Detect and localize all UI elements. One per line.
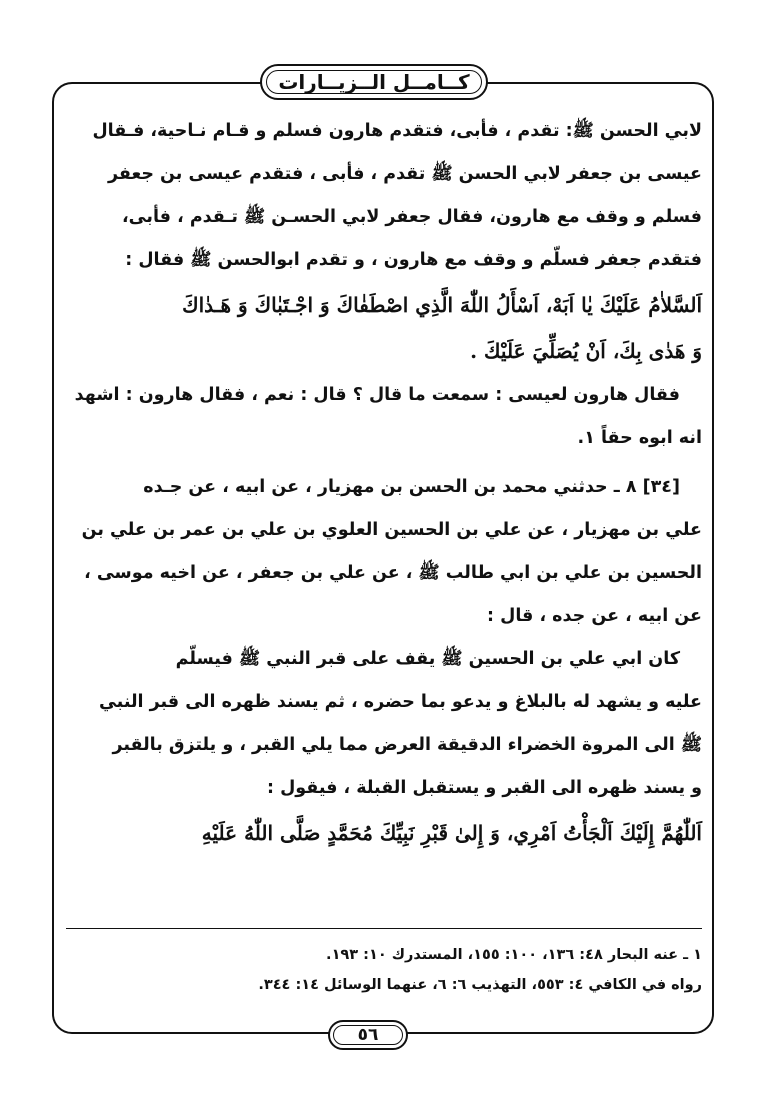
text-line: لابي الحسن ﷺ: تقدم ، فأبى، فتقدم هارون فسلم و قـام نـاحية، فـقال xyxy=(92,121,702,141)
supplication-line: اَللّٰهُمَّ إِلَيْكَ اَلْجَأْتُ اَمْرِي، وَ إِلىٰ قَبْرِ نَبِيِّكَ مُحَمَّدٍ صَلَّى اللّٰهُ عَلَيْهِ xyxy=(201,821,702,845)
text-line: ﷺ الى المروة الخضراء الدقيقة العرض مما يلي القبر ، و يلتزق بالقبر xyxy=(112,735,702,755)
text-line: كان ابي علي بن الحسين ﷺ يقف على قبر النبي ﷺ فيسلّم xyxy=(175,649,680,669)
supplication-line: اَلسَّلاٰمُ عَلَيْكَ يٰا اَبَهْ، اَسْأَلُ اللّٰهَ الَّذِي اصْطَفٰاكَ وَ اجْـتَبٰاكَ وَ هَـدٰاكَ xyxy=(182,293,702,317)
text-line: عن ابيه ، عن جده ، قال : xyxy=(487,606,702,626)
page-number: ٥٦ xyxy=(357,1025,379,1045)
hadith-heading-line: [٣٤] ٨ ـ حدثني محمد بن الحسن بن مهزيار ، عن ابيه ، عن جـده xyxy=(143,477,680,497)
text-line: و يسند ظهره الى القبر و يستقبل القبلة ، فيقول : xyxy=(267,778,702,798)
text-line: فتقدم جعفر فسلّم و وقف مع هارون ، و تقدم ابوالحسن ﷺ فقال : xyxy=(125,250,702,270)
footnotes xyxy=(66,940,702,1000)
page-number-badge xyxy=(328,1020,408,1050)
page-body xyxy=(66,110,702,856)
footnote-divider xyxy=(66,928,702,929)
text-line: عليه و يشهد له بالبلاغ و يدعو بما حضره ، ثم يسند ظهره الى قبر النبي xyxy=(98,692,702,712)
running-header xyxy=(260,64,488,100)
text-line: علي بن مهزيار ، عن علي بن الحسين العلوي بن علي بن عمر بن علي بن xyxy=(81,520,702,540)
text-line: عيسى بن جعفر لابي الحسن ﷺ تقدم ، فأبى ، فتقدم عيسى بن جعفر xyxy=(107,164,702,184)
text-line: انه ابوه حقاً ١. xyxy=(577,428,702,448)
book-title: كــامــل الــزيــارات xyxy=(278,70,470,94)
text-line: فسلم و وقف مع هارون، فقال جعفر لابي الحسـن ﷺ تـقدم ، فأبى، xyxy=(122,207,702,227)
text-line: الحسين بن علي بن ابي طالب ﷺ ، عن علي بن جعفر ، عن اخيه موسى ، xyxy=(84,563,702,583)
footnote: رواه في الكافي ٤: ٥٥٣، التهذيب ٦: ٦، عنهما الوسائل ١٤: ٣٤٤. xyxy=(258,977,702,993)
footnote: ١ ـ عنه البحار ٤٨: ١٣٦، ١٠٠: ١٥٥، المستدرك ١٠: ١٩٣. xyxy=(326,947,702,963)
supplication-line: وَ هَدٰى بِكَ، اَنْ يُصَلِّيَ عَلَيْكَ . xyxy=(470,339,702,363)
text-line: فقال هارون لعيسى : سمعت ما قال ؟ قال : نعم ، فقال هارون : اشهد xyxy=(74,385,680,405)
